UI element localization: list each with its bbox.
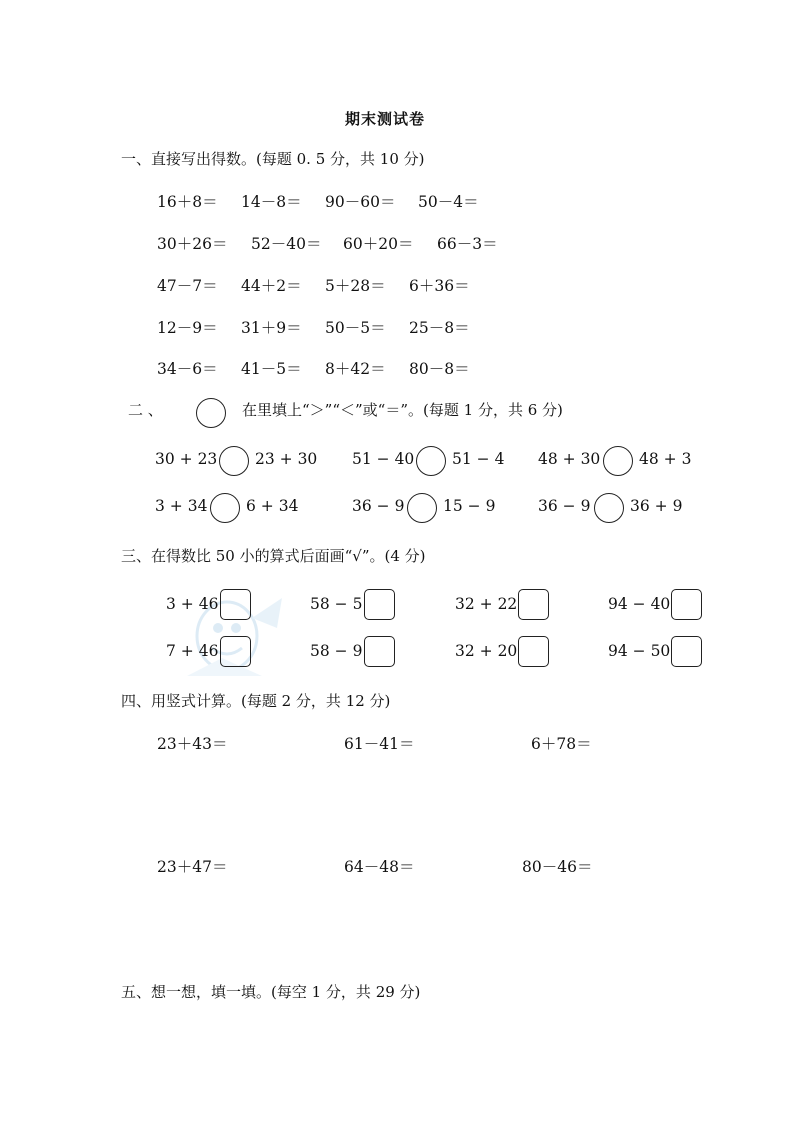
problem: 50－5＝	[325, 319, 386, 337]
compare-right: 23 + 30	[255, 450, 318, 468]
problem: 52－40＝	[251, 235, 322, 253]
check-expression: 58 − 9	[310, 642, 363, 660]
check-expression: 58 − 5	[310, 595, 363, 613]
problem: 16＋8＝	[157, 193, 218, 211]
check-box[interactable]	[671, 589, 702, 620]
compare-circle[interactable]	[416, 446, 446, 476]
page-title: 期末测试卷	[345, 110, 426, 128]
section4-heading: 四、用竖式计算。(每题 2 分，共 12 分)	[121, 692, 391, 710]
check-box[interactable]	[364, 589, 395, 620]
problem: 31＋9＝	[241, 319, 302, 337]
section3-heading: 三、在得数比 50 小的算式后面画“√”。(4 分)	[121, 547, 426, 565]
compare-left: 51 − 40	[352, 450, 415, 468]
compare-right: 36 + 9	[630, 497, 683, 515]
problem: 66－3＝	[437, 235, 498, 253]
vertical-problem: 23＋47＝	[157, 858, 228, 876]
heading-circle-icon	[196, 398, 226, 428]
check-expression: 32 + 22	[455, 595, 518, 613]
check-expression: 7 + 46	[166, 642, 219, 660]
compare-right: 51 − 4	[452, 450, 505, 468]
compare-left: 30 + 23	[155, 450, 218, 468]
check-expression: 32 + 20	[455, 642, 518, 660]
check-box[interactable]	[671, 636, 702, 667]
compare-right: 15 − 9	[443, 497, 496, 515]
compare-right: 48 + 3	[639, 450, 692, 468]
compare-left: 48 + 30	[538, 450, 601, 468]
vertical-problem: 23＋43＝	[157, 735, 228, 753]
vertical-problem: 61－41＝	[344, 735, 415, 753]
problem: 5＋28＝	[325, 277, 386, 295]
check-expression: 3 + 46	[166, 595, 219, 613]
problem: 34－6＝	[157, 360, 218, 378]
check-box[interactable]	[518, 636, 549, 667]
problem: 14－8＝	[241, 193, 302, 211]
check-box[interactable]	[220, 589, 251, 620]
check-expression: 94 − 40	[608, 595, 671, 613]
check-expression: 94 − 50	[608, 642, 671, 660]
compare-right: 6 + 34	[246, 497, 299, 515]
compare-left: 36 − 9	[352, 497, 405, 515]
compare-circle[interactable]	[407, 493, 437, 523]
problem: 80－8＝	[409, 360, 470, 378]
vertical-problem: 6＋78＝	[531, 735, 592, 753]
problem: 50－4＝	[418, 193, 479, 211]
problem: 30＋26＝	[157, 235, 228, 253]
problem: 8＋42＝	[325, 360, 386, 378]
problem: 60＋20＝	[343, 235, 414, 253]
compare-circle[interactable]	[210, 493, 240, 523]
compare-circle[interactable]	[219, 446, 249, 476]
check-box[interactable]	[220, 636, 251, 667]
vertical-problem: 64－48＝	[344, 858, 415, 876]
problem: 44＋2＝	[241, 277, 302, 295]
problem: 90－60＝	[325, 193, 396, 211]
section2-heading-prefix: 二 、	[128, 401, 163, 419]
section2-heading-text: 在里填上“＞”“＜”或“＝”。(每题 1 分，共 6 分)	[242, 401, 563, 419]
problem: 12－9＝	[157, 319, 218, 337]
problem: 25－8＝	[409, 319, 470, 337]
vertical-problem: 80－46＝	[522, 858, 593, 876]
problem: 6＋36＝	[409, 277, 470, 295]
check-box[interactable]	[518, 589, 549, 620]
section5-heading: 五、想一想，填一填。(每空 1 分，共 29 分)	[121, 983, 421, 1001]
compare-left: 3 + 34	[155, 497, 208, 515]
compare-circle[interactable]	[594, 493, 624, 523]
compare-circle[interactable]	[603, 446, 633, 476]
section1-heading: 一、直接写出得数。(每题 0. 5 分，共 10 分)	[121, 150, 425, 168]
problem: 41－5＝	[241, 360, 302, 378]
compare-left: 36 − 9	[538, 497, 591, 515]
problem: 47－7＝	[157, 277, 218, 295]
check-box[interactable]	[364, 636, 395, 667]
